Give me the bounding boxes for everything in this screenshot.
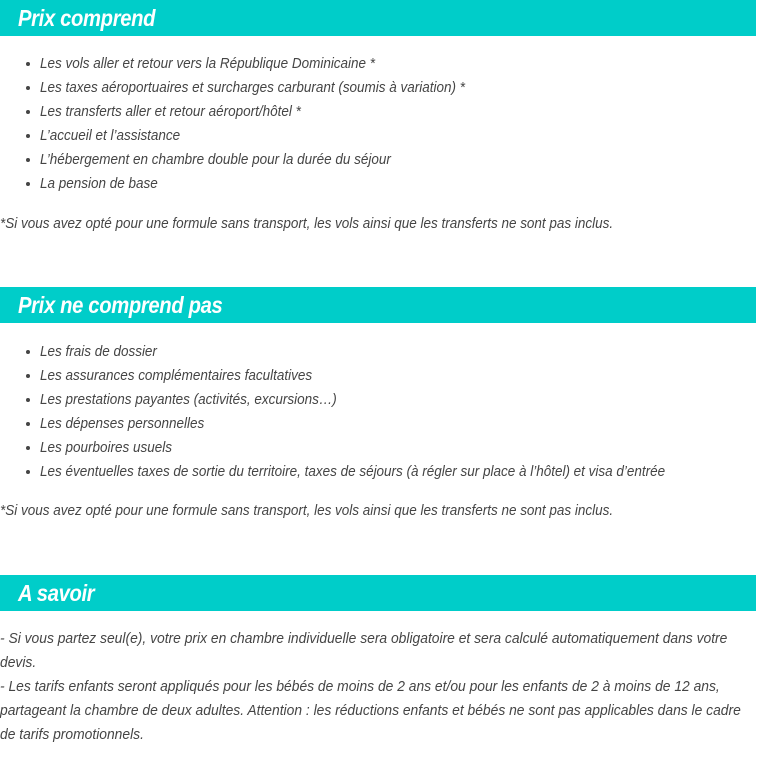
list-item-label: La pension de base xyxy=(40,176,158,192)
bullet-icon xyxy=(26,422,30,426)
bullet-icon xyxy=(26,398,30,402)
included-items-list xyxy=(0,52,497,196)
list-item xyxy=(0,100,497,124)
paragraph xyxy=(0,627,752,675)
list-item-label: Les dépenses personnelles xyxy=(40,416,205,432)
list-item xyxy=(0,76,497,100)
paragraph-text: - Les tarifs enfants seront appliqués pour les bébés de moins de 2 ans et/ou pour les enfants de 2 à moins de 12 ans, partageant la chambre de deux adultes. Attention : les réductions enfants et bébés ne sont pas applicables dans le cadre de tarifs promotionnels. xyxy=(0,679,741,743)
bullet-icon xyxy=(26,134,30,138)
list-item xyxy=(0,460,712,484)
section-title-a-savoir: A savoir xyxy=(18,579,95,606)
paragraph-text: - Si vous partez seul(e), votre prix en chambre individuelle sera obligatoire et sera calculé automatiquement dans votre devis. xyxy=(0,631,728,671)
list-item-label: Les transferts aller et retour aéroport/hôtel * xyxy=(40,104,301,120)
paragraph xyxy=(0,675,752,747)
list-item-label: Les taxes aéroportuaires et surcharges carburant (soumis à variation) * xyxy=(40,80,465,96)
list-item-label: L’hébergement en chambre double pour la durée du séjour xyxy=(40,152,391,168)
good-to-know-body xyxy=(0,627,752,747)
list-item xyxy=(0,148,497,172)
list-item-label: Les assurances complémentaires facultatives xyxy=(40,368,313,384)
list-item xyxy=(0,364,712,388)
list-item-label: Les pourboires usuels xyxy=(40,440,172,456)
list-item-label: Les éventuelles taxes de sortie du territoire, taxes de séjours (à régler sur place à l’hôtel) et visa d’entrée xyxy=(40,464,666,480)
section-title-prix-ne-comprend-pas: Prix ne comprend pas xyxy=(18,291,223,318)
list-item xyxy=(0,340,712,364)
list-item-label: L’accueil et l’assistance xyxy=(40,128,181,144)
list-item xyxy=(0,412,712,436)
bullet-icon xyxy=(26,182,30,186)
excluded-items-list xyxy=(0,340,712,484)
list-item xyxy=(0,172,497,196)
section-header-prix-ne-comprend-pas xyxy=(0,287,756,323)
section-header-prix-comprend xyxy=(0,0,756,36)
bullet-icon xyxy=(26,446,30,450)
list-item xyxy=(0,388,712,412)
list-item xyxy=(0,52,497,76)
list-item xyxy=(0,436,712,460)
bullet-icon xyxy=(26,350,30,354)
bullet-icon xyxy=(26,158,30,162)
list-item xyxy=(0,124,497,148)
list-item-label: Les vols aller et retour vers la République Dominicaine * xyxy=(40,56,376,72)
included-footnote xyxy=(0,216,659,232)
list-item-label: Les frais de dossier xyxy=(40,344,157,360)
excluded-footnote-text: *Si vous avez opté pour une formule sans transport, les vols ainsi que les transferts ne sont pas inclus. xyxy=(0,503,614,519)
bullet-icon xyxy=(26,62,30,66)
excluded-footnote xyxy=(0,503,659,519)
bullet-icon xyxy=(26,470,30,474)
section-title-prix-comprend: Prix comprend xyxy=(18,4,156,31)
section-header-a-savoir xyxy=(0,575,756,611)
bullet-icon xyxy=(26,374,30,378)
list-item-label: Les prestations payantes (activités, excursions…) xyxy=(40,392,337,408)
bullet-icon xyxy=(26,86,30,90)
included-footnote-text: *Si vous avez opté pour une formule sans transport, les vols ainsi que les transferts ne sont pas inclus. xyxy=(0,216,614,232)
bullet-icon xyxy=(26,110,30,114)
